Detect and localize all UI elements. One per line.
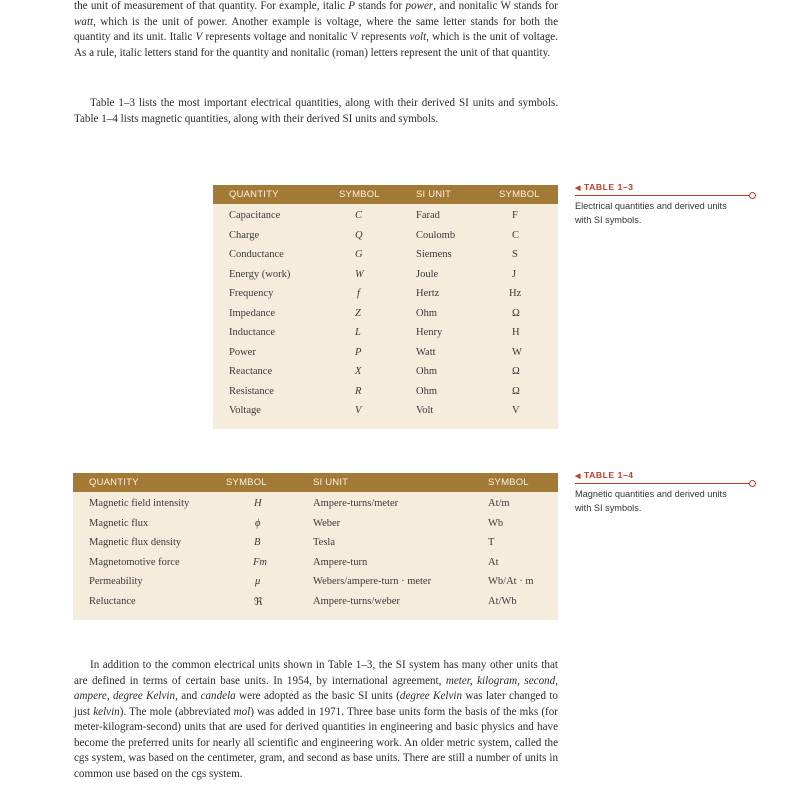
table-row: Capacitance C Farad F bbox=[229, 210, 518, 221]
table-row: Permeability μ Webers/ampere-turn · meter Wb/At · m bbox=[89, 576, 534, 587]
table-row: Resistance R Ohm Ω bbox=[229, 385, 520, 397]
header-si-unit: SI UNIT bbox=[416, 189, 452, 200]
tables-intro-paragraph: Table 1–3 lists the most important electrical quantities, along with their derived SI units and symbols. Table 1–4 lists magnetic quantities, along with their derived SI units and symbols. bbox=[74, 97, 558, 125]
table-row: Reluctance ℜ Ampere-turns/weber At/Wb bbox=[89, 595, 517, 608]
header-quantity: QUANTITY bbox=[229, 189, 279, 200]
caption-text: Magnetic quantities and derived units with SI symbols. bbox=[575, 489, 727, 513]
table-row: Voltage V Volt V bbox=[229, 405, 520, 416]
caption-text: Electrical quantities and derived units with SI symbols. bbox=[575, 201, 727, 225]
table-row: Energy (work) W Joule J bbox=[229, 268, 517, 280]
table-row: Magnetic field intensity H Ampere-turns/meter At/m bbox=[89, 498, 510, 509]
table-row: Charge Q Coulomb C bbox=[229, 229, 520, 241]
table-row: Frequency f Hertz Hz bbox=[229, 288, 522, 299]
caption-dot bbox=[749, 480, 756, 487]
table-row: Reactance X Ohm Ω bbox=[229, 366, 520, 377]
header-si-unit: SI UNIT bbox=[313, 477, 349, 488]
header-quantity: QUANTITY bbox=[89, 477, 139, 488]
triangle-marker-icon: ◀ bbox=[575, 185, 581, 192]
caption-rule bbox=[575, 483, 749, 484]
caption-label: TABLE 1–3 bbox=[583, 182, 634, 192]
header-symbol: SYMBOL bbox=[339, 189, 380, 200]
header-symbol: SYMBOL bbox=[226, 477, 267, 488]
table-row: Conductance G Siemens S bbox=[229, 249, 518, 260]
table-1-3-caption bbox=[575, 182, 755, 227]
table-row: Impedance Z Ohm Ω bbox=[229, 307, 520, 319]
table-1-3-electrical-quantities bbox=[213, 185, 558, 429]
header-unit-symbol: SYMBOL bbox=[499, 189, 540, 200]
caption-label: TABLE 1–4 bbox=[583, 470, 634, 480]
table-1-4-magnetic-quantities bbox=[73, 473, 558, 620]
table-row: Magnetic flux ϕ Weber Wb bbox=[89, 517, 504, 529]
table-row: Magnetic flux density B Tesla T bbox=[89, 537, 495, 548]
table-row: Magnetomotive force Fm Ampere-turn At bbox=[89, 556, 499, 568]
table-row: Power P Watt W bbox=[229, 346, 522, 358]
header-unit-symbol: SYMBOL bbox=[488, 477, 529, 488]
triangle-marker-icon: ◀ bbox=[575, 473, 581, 480]
si-units-paragraph: In addition to the common electrical units shown in Table 1–3, the SI system has many other units that are defined in terms of certain base units. In 1954, by international agreement, meter, kilogram, second, ampere, degree Kelvin, and candela were adopted as the basic SI units (degree Kelvin was later changed to just kelvin). The mole (abbreviated mol) was added in 1971. Three base units form the basis of the mks (for meter-kilogram-second) units that are used for derived quantities in engineering and basic physics and have become the preferred units for nearly all scientific and engineering work. An older metric system, called the cgs system, was based on the centimeter, gram, and second as base units. There are still a number of units in common use based on the cgs system. bbox=[74, 659, 558, 780]
table-1-4-caption bbox=[575, 470, 755, 515]
intro-paragraph: the unit of measurement of that quantity. For example, italic P stands for power, and nonitalic W stands for watt, which is the unit of power. Another example is voltage, where the same letter stands for both the quantity and its unit. Italic V represents voltage and nonitalic V represents volt, which is the unit of voltage. As a rule, italic letters stand for the quantity and nonitalic (roman) letters represent the unit of that quantity. bbox=[74, 0, 559, 59]
table-row: Inductance L Henry H bbox=[229, 327, 520, 338]
table-header bbox=[213, 185, 558, 204]
caption-dot bbox=[749, 192, 756, 199]
table-header bbox=[73, 473, 558, 492]
caption-rule bbox=[575, 195, 749, 196]
